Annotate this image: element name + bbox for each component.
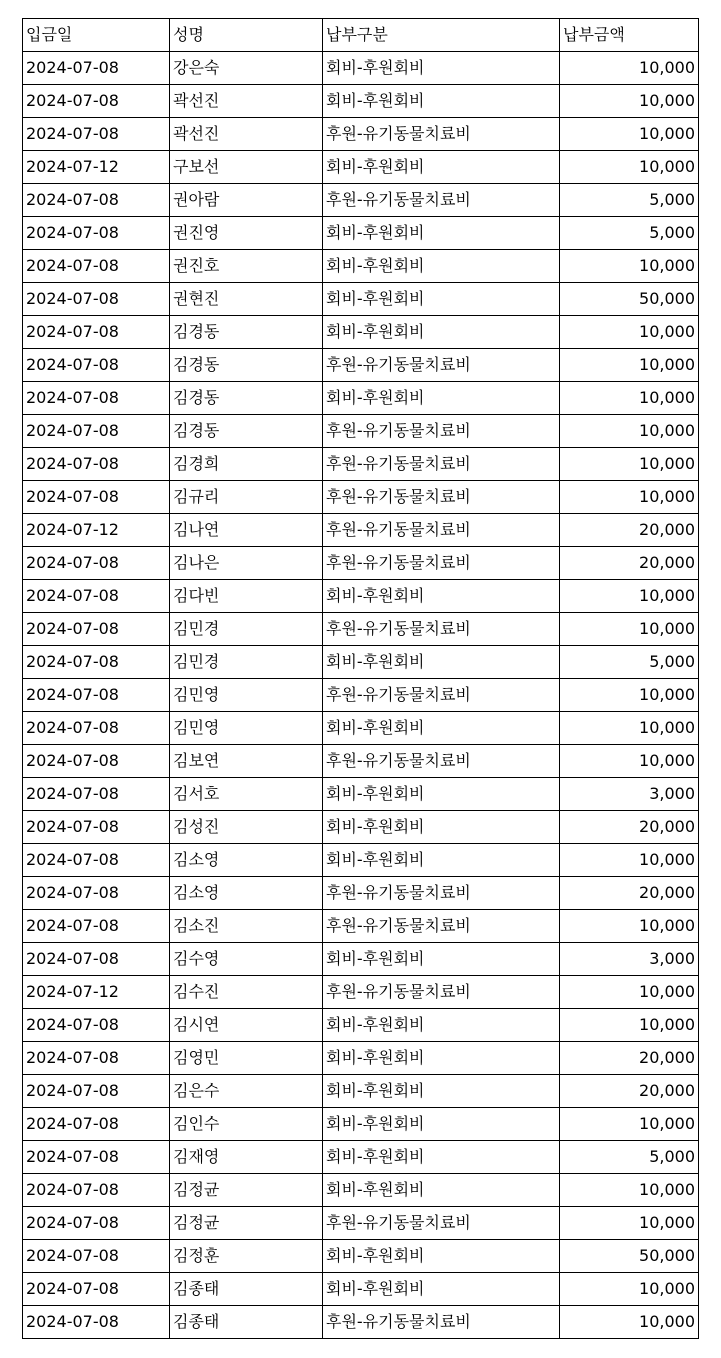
cell-payment-amount: 10,000 <box>560 1108 699 1141</box>
cell-payment-amount: 5,000 <box>560 646 699 679</box>
cell-payment-amount: 20,000 <box>560 1042 699 1075</box>
table-row <box>23 1009 699 1042</box>
table-row <box>23 613 699 646</box>
table-row <box>23 712 699 745</box>
cell-deposit-date: 2024-07-08 <box>23 1273 170 1306</box>
cell-deposit-date: 2024-07-08 <box>23 85 170 118</box>
cell-deposit-date: 2024-07-08 <box>23 118 170 151</box>
cell-payment-amount: 10,000 <box>560 712 699 745</box>
cell-payment-amount: 10,000 <box>560 580 699 613</box>
cell-payment-amount: 10,000 <box>560 118 699 151</box>
cell-payment-type: 후원-유기동물치료비 <box>323 514 560 547</box>
cell-name: 김민경 <box>170 613 323 646</box>
table-row <box>23 382 699 415</box>
cell-payment-type: 후원-유기동물치료비 <box>323 481 560 514</box>
cell-name: 김수영 <box>170 943 323 976</box>
cell-deposit-date: 2024-07-08 <box>23 1108 170 1141</box>
cell-deposit-date: 2024-07-08 <box>23 382 170 415</box>
cell-deposit-date: 2024-07-08 <box>23 910 170 943</box>
donation-table <box>22 18 699 1339</box>
cell-name: 김소영 <box>170 877 323 910</box>
cell-payment-type: 회비-후원회비 <box>323 52 560 85</box>
cell-payment-type: 후원-유기동물치료비 <box>323 349 560 382</box>
cell-name: 곽선진 <box>170 118 323 151</box>
cell-payment-type: 회비-후원회비 <box>323 580 560 613</box>
cell-name: 강은숙 <box>170 52 323 85</box>
cell-name: 김종태 <box>170 1273 323 1306</box>
cell-payment-amount: 10,000 <box>560 448 699 481</box>
table-row <box>23 1207 699 1240</box>
table-row <box>23 1240 699 1273</box>
table-row <box>23 514 699 547</box>
cell-name: 권현진 <box>170 283 323 316</box>
cell-payment-type: 회비-후원회비 <box>323 943 560 976</box>
cell-payment-type: 회비-후원회비 <box>323 217 560 250</box>
cell-deposit-date: 2024-07-08 <box>23 679 170 712</box>
cell-payment-type: 회비-후원회비 <box>323 1240 560 1273</box>
cell-deposit-date: 2024-07-08 <box>23 1075 170 1108</box>
cell-payment-type: 후원-유기동물치료비 <box>323 1306 560 1339</box>
header-payment-amount: 납부금액 <box>560 19 699 52</box>
table-row <box>23 1075 699 1108</box>
table-row <box>23 217 699 250</box>
cell-payment-type: 후원-유기동물치료비 <box>323 745 560 778</box>
cell-payment-type: 회비-후원회비 <box>323 250 560 283</box>
cell-payment-amount: 10,000 <box>560 613 699 646</box>
table-row <box>23 679 699 712</box>
cell-payment-type: 후원-유기동물치료비 <box>323 1207 560 1240</box>
cell-deposit-date: 2024-07-12 <box>23 151 170 184</box>
cell-payment-amount: 3,000 <box>560 943 699 976</box>
cell-payment-amount: 5,000 <box>560 217 699 250</box>
table-row <box>23 316 699 349</box>
cell-deposit-date: 2024-07-12 <box>23 514 170 547</box>
cell-deposit-date: 2024-07-08 <box>23 1009 170 1042</box>
cell-name: 곽선진 <box>170 85 323 118</box>
cell-payment-type: 회비-후원회비 <box>323 1273 560 1306</box>
cell-payment-amount: 10,000 <box>560 415 699 448</box>
table-row <box>23 1108 699 1141</box>
cell-payment-amount: 10,000 <box>560 151 699 184</box>
cell-payment-amount: 10,000 <box>560 349 699 382</box>
cell-payment-amount: 20,000 <box>560 1075 699 1108</box>
cell-deposit-date: 2024-07-08 <box>23 811 170 844</box>
table-row <box>23 580 699 613</box>
cell-payment-type: 후원-유기동물치료비 <box>323 448 560 481</box>
cell-payment-amount: 3,000 <box>560 778 699 811</box>
cell-payment-amount: 5,000 <box>560 184 699 217</box>
cell-name: 김경동 <box>170 415 323 448</box>
cell-deposit-date: 2024-07-08 <box>23 1207 170 1240</box>
cell-name: 김나연 <box>170 514 323 547</box>
cell-name: 김정균 <box>170 1174 323 1207</box>
cell-name: 김은수 <box>170 1075 323 1108</box>
cell-payment-amount: 10,000 <box>560 910 699 943</box>
cell-payment-amount: 10,000 <box>560 844 699 877</box>
table-row <box>23 1042 699 1075</box>
cell-payment-type: 후원-유기동물치료비 <box>323 547 560 580</box>
cell-payment-amount: 10,000 <box>560 316 699 349</box>
cell-deposit-date: 2024-07-08 <box>23 415 170 448</box>
cell-payment-type: 회비-후원회비 <box>323 1009 560 1042</box>
table-row <box>23 1174 699 1207</box>
cell-payment-amount: 20,000 <box>560 514 699 547</box>
cell-payment-amount: 10,000 <box>560 382 699 415</box>
cell-payment-type: 회비-후원회비 <box>323 778 560 811</box>
cell-deposit-date: 2024-07-08 <box>23 283 170 316</box>
cell-deposit-date: 2024-07-08 <box>23 778 170 811</box>
table-row <box>23 910 699 943</box>
cell-payment-amount: 10,000 <box>560 1273 699 1306</box>
table-row <box>23 547 699 580</box>
cell-deposit-date: 2024-07-08 <box>23 877 170 910</box>
table-row <box>23 646 699 679</box>
table-row <box>23 415 699 448</box>
cell-payment-type: 회비-후원회비 <box>323 316 560 349</box>
cell-name: 김종태 <box>170 1306 323 1339</box>
table-row <box>23 184 699 217</box>
cell-name: 김규리 <box>170 481 323 514</box>
cell-payment-type: 회비-후원회비 <box>323 1108 560 1141</box>
cell-payment-type: 회비-후원회비 <box>323 382 560 415</box>
table-row <box>23 778 699 811</box>
cell-deposit-date: 2024-07-08 <box>23 316 170 349</box>
cell-payment-amount: 10,000 <box>560 976 699 1009</box>
cell-payment-type: 회비-후원회비 <box>323 1174 560 1207</box>
cell-payment-type: 회비-후원회비 <box>323 283 560 316</box>
cell-name: 김나은 <box>170 547 323 580</box>
table-row <box>23 448 699 481</box>
cell-name: 김영민 <box>170 1042 323 1075</box>
cell-payment-amount: 10,000 <box>560 1207 699 1240</box>
table-row <box>23 877 699 910</box>
header-row <box>23 19 699 52</box>
cell-deposit-date: 2024-07-12 <box>23 976 170 1009</box>
cell-deposit-date: 2024-07-08 <box>23 943 170 976</box>
cell-payment-type: 회비-후원회비 <box>323 151 560 184</box>
cell-payment-type: 후원-유기동물치료비 <box>323 910 560 943</box>
table-row <box>23 745 699 778</box>
cell-payment-type: 후원-유기동물치료비 <box>323 679 560 712</box>
cell-name: 김수진 <box>170 976 323 1009</box>
header-deposit-date: 입금일 <box>23 19 170 52</box>
cell-deposit-date: 2024-07-08 <box>23 349 170 382</box>
cell-payment-amount: 50,000 <box>560 283 699 316</box>
cell-deposit-date: 2024-07-08 <box>23 547 170 580</box>
cell-payment-type: 회비-후원회비 <box>323 646 560 679</box>
table-row <box>23 844 699 877</box>
cell-name: 김소진 <box>170 910 323 943</box>
cell-name: 김보연 <box>170 745 323 778</box>
table-row <box>23 349 699 382</box>
cell-payment-amount: 10,000 <box>560 250 699 283</box>
cell-name: 김경동 <box>170 349 323 382</box>
cell-payment-type: 회비-후원회비 <box>323 712 560 745</box>
table-body <box>23 19 699 1339</box>
cell-name: 김민영 <box>170 712 323 745</box>
cell-name: 김경동 <box>170 316 323 349</box>
cell-payment-amount: 10,000 <box>560 481 699 514</box>
cell-deposit-date: 2024-07-08 <box>23 1141 170 1174</box>
cell-name: 김재영 <box>170 1141 323 1174</box>
cell-deposit-date: 2024-07-08 <box>23 712 170 745</box>
cell-name: 김인수 <box>170 1108 323 1141</box>
cell-payment-type: 후원-유기동물치료비 <box>323 184 560 217</box>
cell-payment-type: 회비-후원회비 <box>323 1075 560 1108</box>
cell-deposit-date: 2024-07-08 <box>23 844 170 877</box>
cell-name: 구보선 <box>170 151 323 184</box>
table-row <box>23 52 699 85</box>
cell-payment-type: 회비-후원회비 <box>323 811 560 844</box>
cell-name: 김다빈 <box>170 580 323 613</box>
cell-name: 김서호 <box>170 778 323 811</box>
cell-payment-amount: 20,000 <box>560 877 699 910</box>
cell-deposit-date: 2024-07-08 <box>23 1042 170 1075</box>
table-row <box>23 250 699 283</box>
header-payment-type: 납부구분 <box>323 19 560 52</box>
cell-deposit-date: 2024-07-08 <box>23 52 170 85</box>
cell-name: 김민경 <box>170 646 323 679</box>
cell-payment-type: 후원-유기동물치료비 <box>323 877 560 910</box>
table-row <box>23 1306 699 1339</box>
cell-payment-type: 후원-유기동물치료비 <box>323 118 560 151</box>
table-row <box>23 151 699 184</box>
cell-deposit-date: 2024-07-08 <box>23 448 170 481</box>
cell-deposit-date: 2024-07-08 <box>23 481 170 514</box>
table-row <box>23 481 699 514</box>
cell-name: 김정훈 <box>170 1240 323 1273</box>
cell-payment-type: 후원-유기동물치료비 <box>323 415 560 448</box>
cell-deposit-date: 2024-07-08 <box>23 580 170 613</box>
cell-payment-type: 회비-후원회비 <box>323 1042 560 1075</box>
table-row <box>23 811 699 844</box>
cell-deposit-date: 2024-07-08 <box>23 250 170 283</box>
cell-deposit-date: 2024-07-08 <box>23 217 170 250</box>
cell-deposit-date: 2024-07-08 <box>23 1240 170 1273</box>
cell-name: 김소영 <box>170 844 323 877</box>
cell-name: 권진호 <box>170 250 323 283</box>
cell-payment-amount: 10,000 <box>560 679 699 712</box>
table-row <box>23 1273 699 1306</box>
header-name: 성명 <box>170 19 323 52</box>
cell-payment-type: 회비-후원회비 <box>323 1141 560 1174</box>
cell-name: 김성진 <box>170 811 323 844</box>
cell-payment-amount: 20,000 <box>560 811 699 844</box>
cell-payment-type: 회비-후원회비 <box>323 85 560 118</box>
cell-payment-amount: 10,000 <box>560 85 699 118</box>
cell-deposit-date: 2024-07-08 <box>23 1306 170 1339</box>
table-row <box>23 1141 699 1174</box>
cell-name: 권아람 <box>170 184 323 217</box>
cell-payment-amount: 5,000 <box>560 1141 699 1174</box>
table-row <box>23 976 699 1009</box>
cell-name: 김경동 <box>170 382 323 415</box>
cell-name: 김정균 <box>170 1207 323 1240</box>
cell-name: 권진영 <box>170 217 323 250</box>
cell-payment-amount: 10,000 <box>560 1306 699 1339</box>
cell-name: 김민영 <box>170 679 323 712</box>
cell-payment-amount: 10,000 <box>560 1174 699 1207</box>
table-row <box>23 85 699 118</box>
cell-deposit-date: 2024-07-08 <box>23 1174 170 1207</box>
cell-payment-type: 후원-유기동물치료비 <box>323 976 560 1009</box>
cell-deposit-date: 2024-07-08 <box>23 646 170 679</box>
cell-payment-type: 후원-유기동물치료비 <box>323 613 560 646</box>
cell-name: 김시연 <box>170 1009 323 1042</box>
cell-payment-amount: 10,000 <box>560 52 699 85</box>
cell-deposit-date: 2024-07-08 <box>23 613 170 646</box>
cell-payment-amount: 50,000 <box>560 1240 699 1273</box>
table-row <box>23 118 699 151</box>
cell-payment-amount: 20,000 <box>560 547 699 580</box>
cell-deposit-date: 2024-07-08 <box>23 184 170 217</box>
cell-payment-amount: 10,000 <box>560 745 699 778</box>
cell-deposit-date: 2024-07-08 <box>23 745 170 778</box>
cell-name: 김경희 <box>170 448 323 481</box>
cell-payment-type: 회비-후원회비 <box>323 844 560 877</box>
table-row <box>23 283 699 316</box>
cell-payment-amount: 10,000 <box>560 1009 699 1042</box>
table-row <box>23 943 699 976</box>
